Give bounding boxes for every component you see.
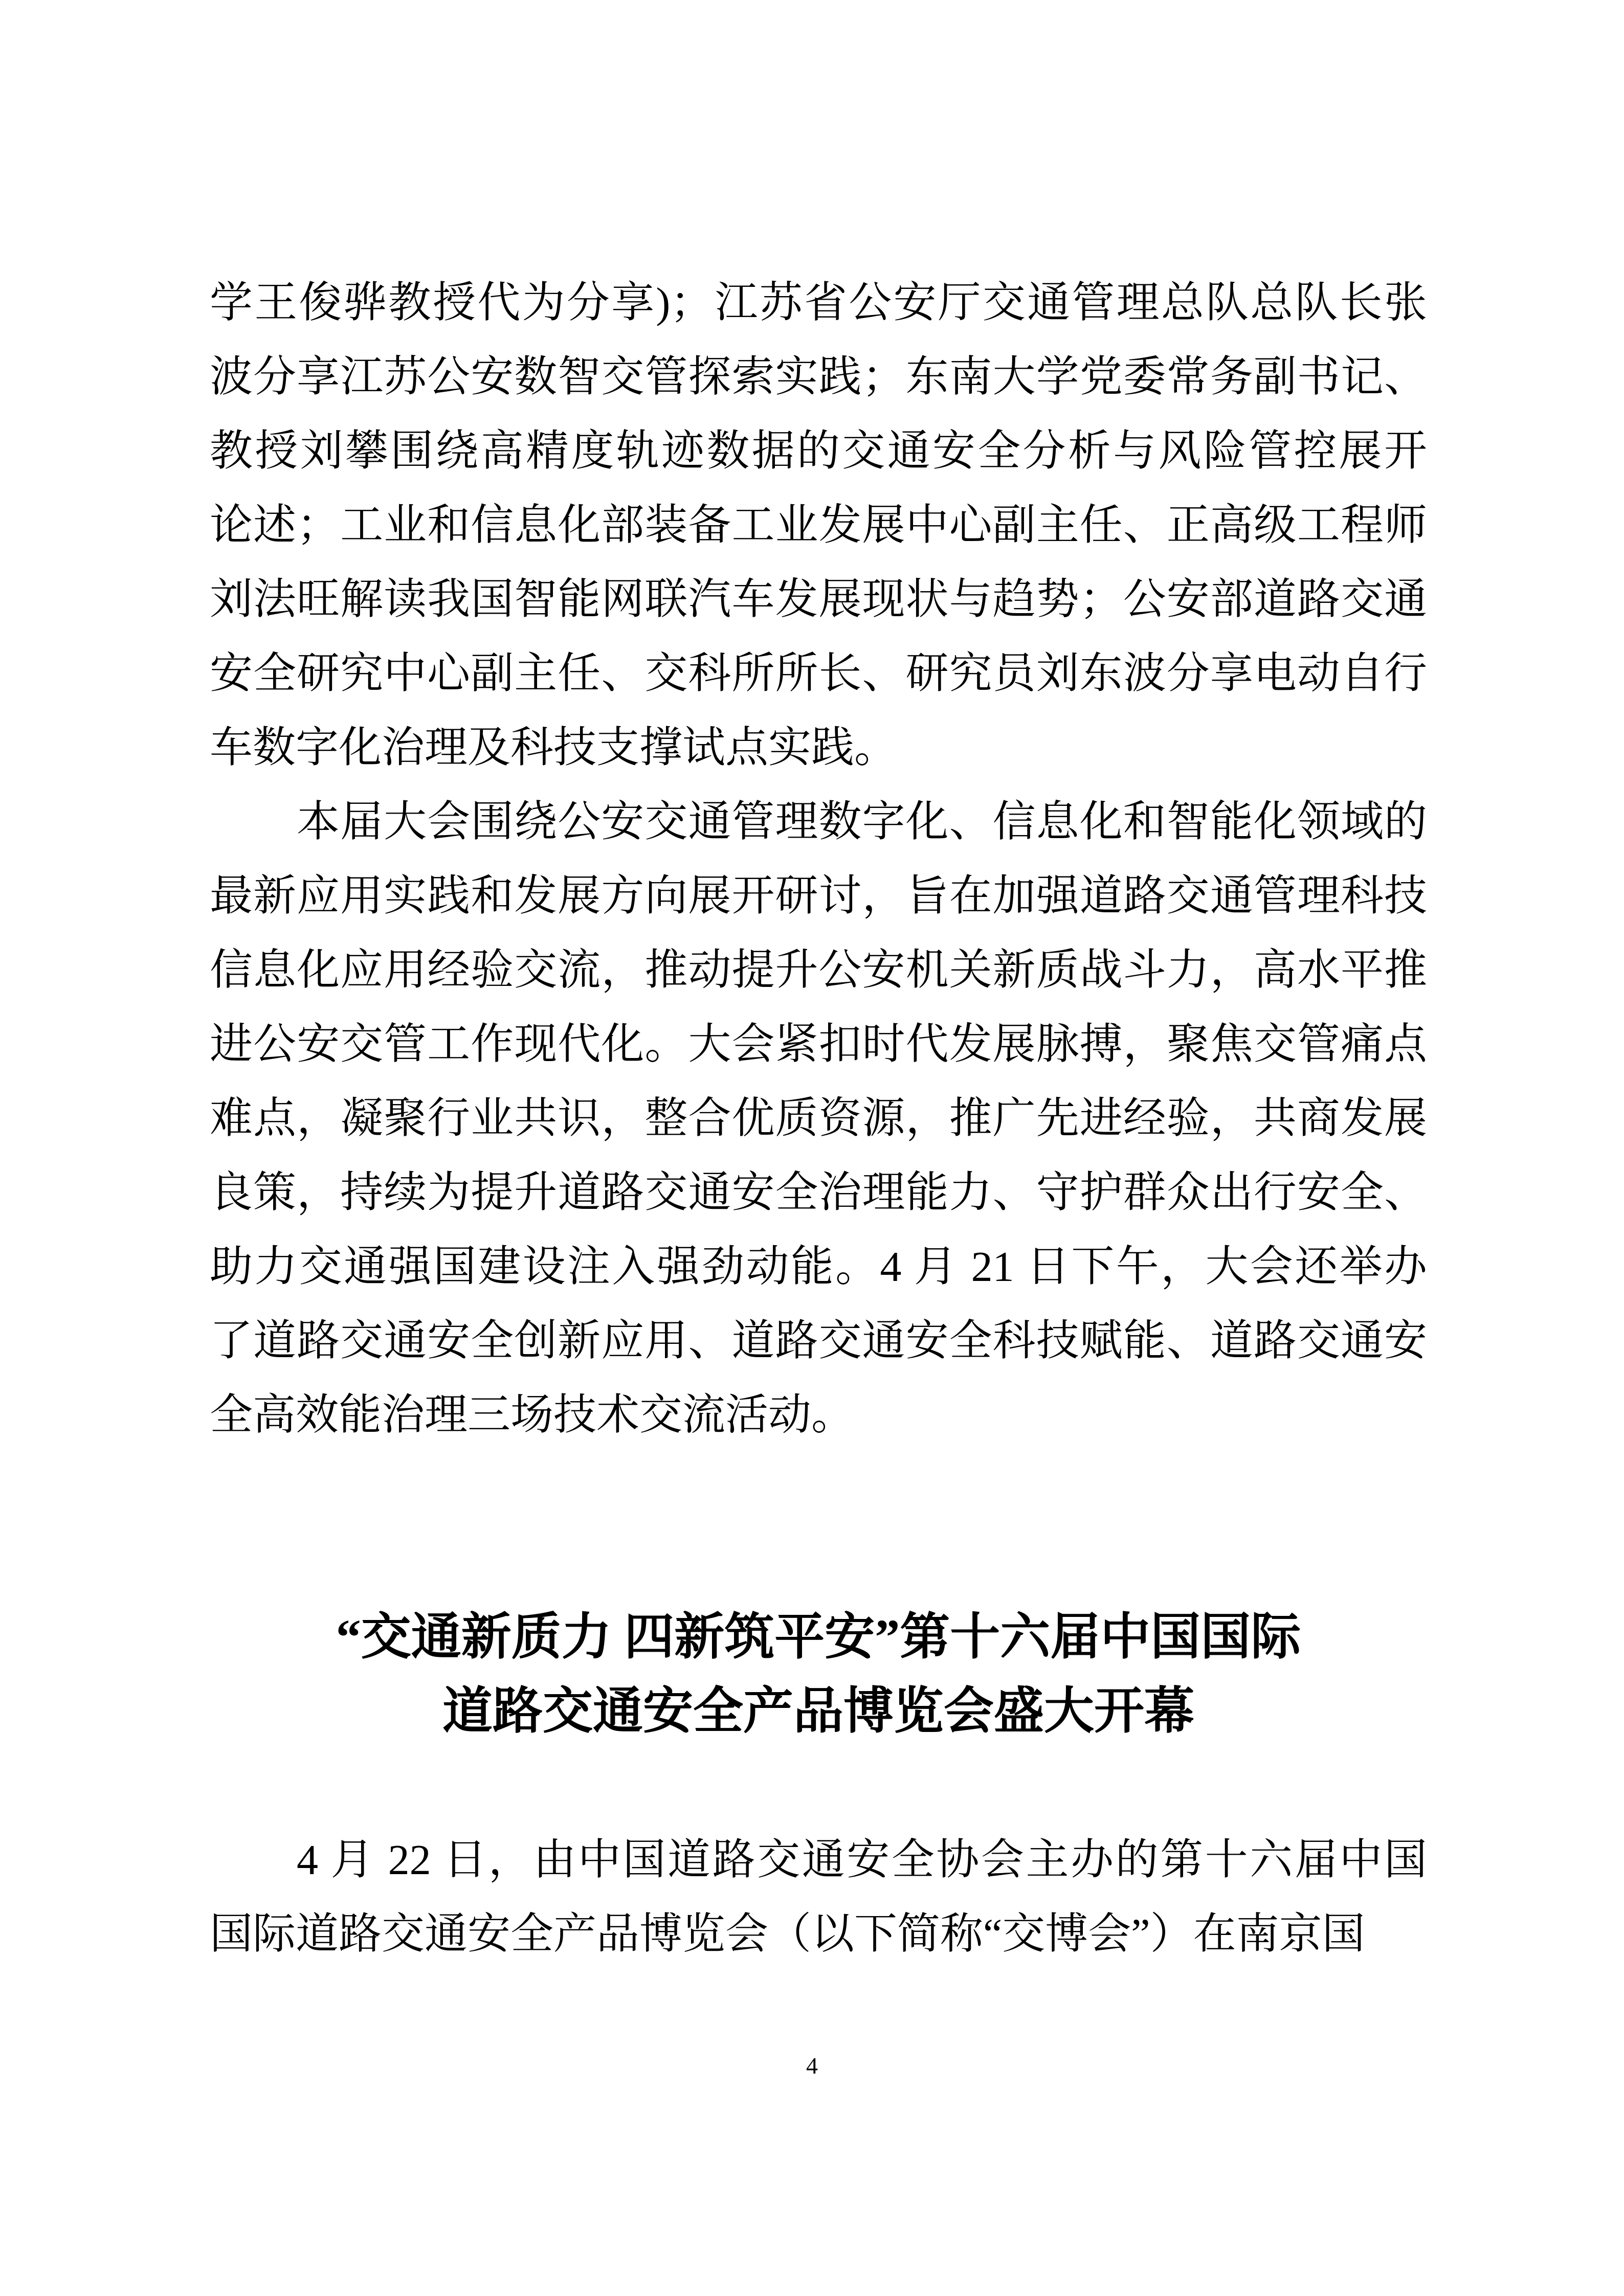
text-line: 进公安交管工作现代化。大会紧扣时代发展脉搏，聚焦交管痛点 — [210, 1021, 1427, 1068]
text-line: 车数字化治理及科技支撑试点实践。 — [210, 724, 898, 772]
text-line: 学王俊骅教授代为分享)；江苏省公安厅交通管理总队总队长张 — [210, 279, 1427, 327]
text-line: 全高效能治理三场技术交流活动。 — [210, 1391, 855, 1439]
section-heading — [210, 1601, 1427, 1749]
paragraph-1 — [210, 266, 1427, 785]
paragraph-2 — [210, 785, 1427, 1452]
text-line: 本届大会围绕公安交通管理数字化、信息化和智能化领域的 — [297, 798, 1427, 846]
text-line: 4 月 22 日，由中国道路交通安全协会主办的第十六届中国 — [297, 1836, 1427, 1884]
text-line: 难点，凝聚行业共识，整合优质资源，推广先进经验，共商发展 — [210, 1095, 1427, 1142]
text-line: 刘法旺解读我国智能网联汽车发展现状与趋势；公安部道路交通 — [210, 576, 1427, 623]
section-heading-line-1: “交通新质力 四新筑平安”第十六届中国国际 — [336, 1610, 1301, 1665]
text-line: 波分享江苏公安数智交管探索实践；东南大学党委常务副书记、 — [210, 353, 1427, 401]
text-line: 国际道路交通安全产品博览会（以下简称“交博会”）在南京国 — [210, 1910, 1365, 1958]
page-number: 4 — [806, 2053, 818, 2079]
text-line: 良策，持续为提升道路交通安全治理能力、守护群众出行安全、 — [210, 1169, 1427, 1217]
paragraph-3 — [210, 1823, 1427, 1971]
text-line: 安全研究中心副主任、交科所所长、研究员刘东波分享电动自行 — [210, 650, 1427, 697]
text-line: 论述；工业和信息化部装备工业发展中心副主任、正高级工程师 — [210, 502, 1427, 549]
text-line: 最新应用实践和发展方向展开研讨，旨在加强道路交通管理科技 — [210, 872, 1427, 920]
text-line: 助力交通强国建设注入强劲动能。4 月 21 日下午，大会还举办 — [210, 1243, 1427, 1291]
text-line: 了道路交通安全创新应用、道路交通安全科技赋能、道路交通安 — [210, 1317, 1427, 1365]
text-line: 教授刘攀围绕高精度轨迹数据的交通安全分析与风险管控展开 — [210, 427, 1427, 475]
section-heading-line-2: 道路交通安全产品博览会盛大开幕 — [442, 1684, 1194, 1739]
text-line: 信息化应用经验交流，推动提升公安机关新质战斗力，高水平推 — [210, 947, 1427, 994]
